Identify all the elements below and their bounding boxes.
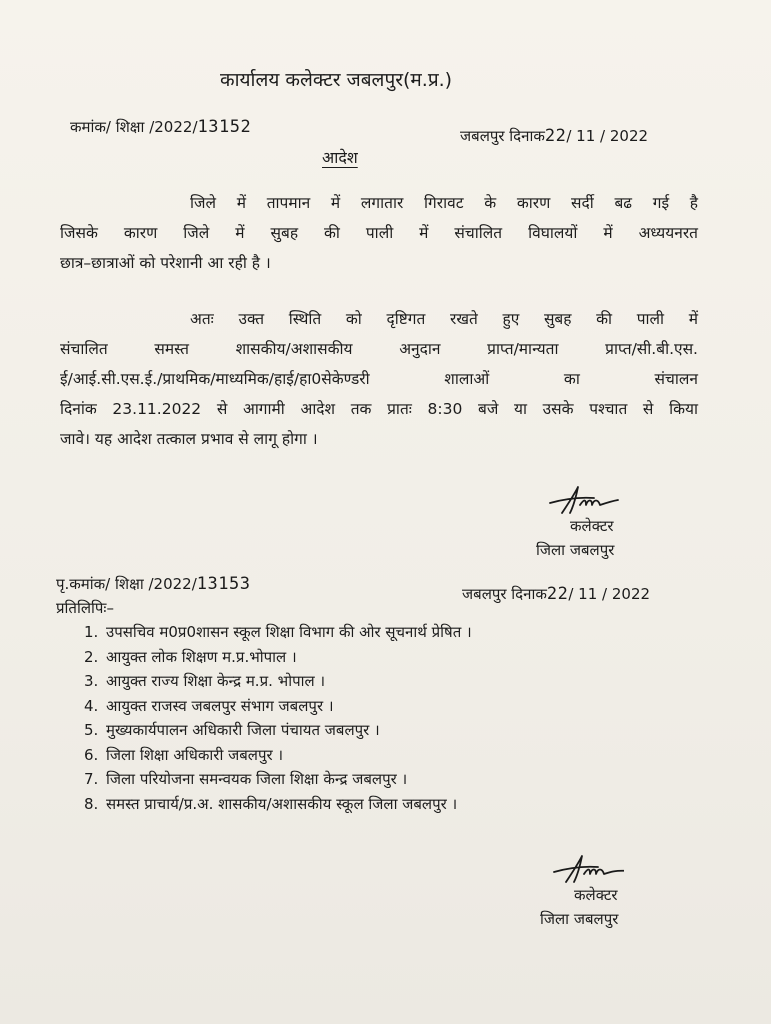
- copy-ref-prefix: पृ.कमांक/ शिक्षा /2022/: [56, 575, 197, 593]
- list-item: [84, 767, 472, 792]
- copy-reference: [56, 574, 250, 594]
- list-item-text: मुख्यकार्यपालन अधिकारी जिला पंचायत जबलपुर ।: [106, 721, 380, 739]
- list-item-number: 1.: [84, 623, 99, 641]
- list-item: [84, 645, 472, 670]
- office-title: कार्यालय कलेक्टर जबलपुर(म.प्र.): [220, 69, 453, 91]
- list-item: [84, 694, 472, 719]
- list-item-text: जिला परियोजना समन्वयक जिला शिक्षा केन्द्र जबलपुर ।: [106, 770, 408, 788]
- list-item-number: 4.: [84, 696, 99, 715]
- recipient-list: [84, 620, 472, 816]
- order-paragraph-2: [60, 304, 698, 454]
- list-item-text: आयुक्त राज्य शिक्षा केन्द्र म.प्र. भोपाल ।: [106, 672, 326, 690]
- order-ref-number: 13152: [197, 117, 252, 137]
- order-heading: आदेश: [322, 148, 358, 167]
- order-date: [460, 126, 648, 146]
- list-item-number: 8.: [84, 794, 99, 813]
- signatory-district: जिला जबलपुर: [540, 910, 619, 928]
- list-item: [84, 743, 472, 768]
- paragraph-line: संचालित समस्त शासकीय/अशासकीय अनुदान प्राप्त/मान्यता प्राप्त/सी.बी.एस.: [60, 340, 698, 358]
- copy-to-label: प्रतिलिपिः–: [56, 599, 114, 617]
- paragraph-line: जावे। यह आदेश तत्काल प्रभाव से लागू होगा ।: [60, 430, 318, 448]
- paragraph-line: छात्र–छात्राओं को परेशानी आ रही है ।: [60, 254, 271, 272]
- copy-date-rest: / 11 / 2022: [568, 585, 651, 603]
- list-item-number: 2.: [84, 647, 99, 666]
- list-item-text: आयुक्त राजस्व जबलपुर संभाग जबलपुर ।: [106, 696, 334, 715]
- signatory-district: जिला जबलपुर: [536, 541, 615, 559]
- list-item-number: 3.: [84, 672, 99, 690]
- order-date-rest: / 11 / 2022: [566, 127, 649, 145]
- copy-date: [462, 584, 650, 604]
- list-item-number: 6.: [84, 745, 99, 764]
- copy-date-day: 22: [546, 584, 569, 604]
- list-item: [84, 620, 472, 645]
- paragraph-line: जिले में तापमान में लगातार गिरावट के कारण सर्दी बढ गई है: [190, 194, 698, 212]
- list-item-text: जिला शिक्षा अधिकारी जबलपुर ।: [106, 745, 284, 764]
- order-date-day: 22: [544, 126, 567, 146]
- order-reference: [70, 117, 251, 137]
- list-item: [84, 792, 472, 817]
- list-item-text: उपसचिव म0प्र0शासन स्कूल शिक्षा विभाग की ओर सूचनार्थ प्रेषित ।: [106, 623, 472, 641]
- list-item-text: समस्त प्राचार्य/प्र.अ. शासकीय/अशासकीय स्कूल जिला जबलपुर ।: [106, 794, 458, 813]
- handwritten-signature: [544, 852, 624, 888]
- paragraph-line: जिसके कारण जिले में सुबह की पाली में संचालित विघालयों में अध्ययनरत: [60, 224, 698, 242]
- paragraph-line: ई/आई.सी.एस.ई./प्राथमिक/माध्यमिक/हाई/हा0सेकेण्डरी शालाओं का संचालन: [60, 370, 698, 388]
- copy-date-prefix: जबलपुर दिनाक: [462, 585, 547, 603]
- signatory-title: कलेक्टर: [570, 517, 614, 535]
- order-ref-prefix: कमांक/ शिक्षा /2022/: [70, 118, 198, 136]
- list-item-number: 5.: [84, 721, 99, 739]
- paragraph-line: अतः उक्त स्थिति को दृष्टिगत रखते हुए सुबह की पाली में: [190, 310, 698, 328]
- signatory-title: कलेक्टर: [574, 886, 618, 904]
- list-item: [84, 669, 472, 694]
- list-item-text: आयुक्त लोक शिक्षण म.प्र.भोपाल ।: [106, 647, 297, 666]
- copy-ref-number: 13153: [196, 574, 251, 594]
- order-paragraph-1: [60, 188, 698, 278]
- list-item-number: 7.: [84, 770, 99, 788]
- order-date-prefix: जबलपुर दिनाक: [460, 127, 545, 145]
- paragraph-line: दिनांक 23.11.2022 से आगामी आदेश तक प्रातः 8:30 बजे या उसके पश्चात से किया: [60, 400, 698, 418]
- handwritten-signature: [540, 483, 620, 519]
- list-item: [84, 718, 472, 743]
